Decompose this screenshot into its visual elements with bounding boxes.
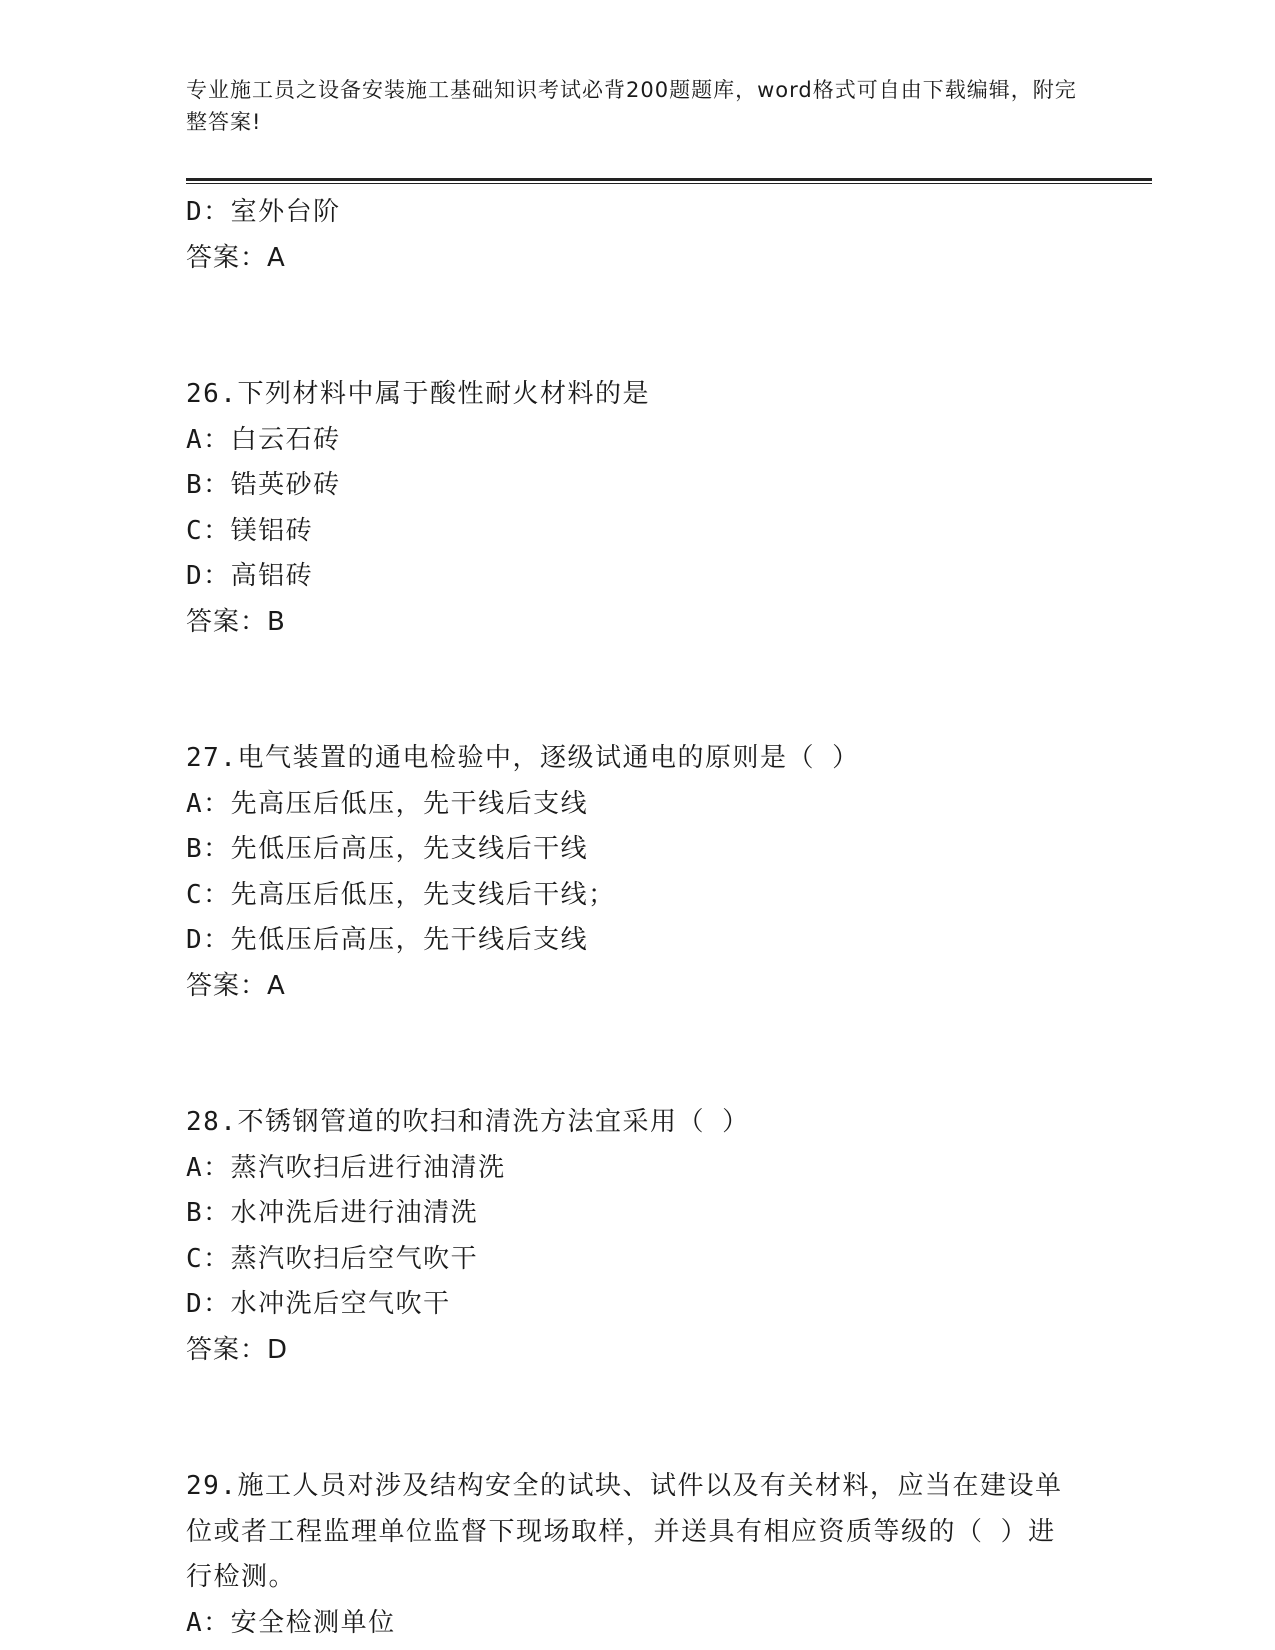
prev-question-answer: 答案：A <box>186 242 286 273</box>
question-answer: 答案：A <box>186 970 286 1001</box>
spacer <box>186 645 1086 736</box>
option-c: C：蒸汽吹扫后空气吹干 <box>186 1243 479 1274</box>
header-rule-thick <box>186 178 1152 181</box>
question-26 <box>186 372 1086 645</box>
spacer <box>186 1009 1086 1100</box>
option-b: B：水冲洗后进行油清洗 <box>186 1198 479 1228</box>
option-d: D：先低压后高压，先干线后支线 <box>186 925 589 955</box>
spacer <box>186 281 1086 372</box>
question-29 <box>186 1464 1086 1646</box>
option-d: D：水冲洗后空气吹干 <box>186 1289 451 1319</box>
prev-question-option-d: D：室外台阶 <box>186 197 341 227</box>
option-a: A：先高压后低压，先干线后支线 <box>186 788 589 819</box>
question-28 <box>186 1100 1086 1373</box>
option-b: B：锆英砂砖 <box>186 470 341 500</box>
question-stem: 27.电气装置的通电检验中，逐级试通电的原则是（ ） <box>186 743 860 773</box>
option-a: A：安全检测单位 <box>186 1607 396 1638</box>
option-a: A：白云石砖 <box>186 424 341 455</box>
question-27 <box>186 736 1086 1009</box>
question-stem: 28.不锈钢管道的吹扫和清洗方法宜采用（ ） <box>186 1107 750 1137</box>
option-d: D：高铝砖 <box>186 561 314 591</box>
question-stem: 26.下列材料中属于酸性耐火材料的是 <box>186 379 650 409</box>
question-answer: 答案：B <box>186 606 286 637</box>
option-b: B：先低压后高压，先支线后干线 <box>186 834 589 864</box>
question-answer: 答案：D <box>186 1334 289 1365</box>
spacer <box>186 1373 1086 1464</box>
header-rule-thin <box>186 183 1152 184</box>
option-c: C：镁铝砖 <box>186 515 314 546</box>
option-c: C：先高压后低压，先支线后干线； <box>186 879 616 910</box>
document-header-title: 专业施工员之设备安装施工基础知识考试必背200题题库，word格式可自由下载编辑，附完整答案! <box>186 78 1077 134</box>
document-body <box>186 190 1086 1646</box>
option-a: A：蒸汽吹扫后进行油清洗 <box>186 1152 506 1183</box>
question-stem: 29.施工人员对涉及结构安全的试块、试件以及有关材料，应当在建设单位或者工程监理单位监督下现场取样，并送具有相应资质等级的（ ）进行检测。 <box>186 1471 1063 1592</box>
